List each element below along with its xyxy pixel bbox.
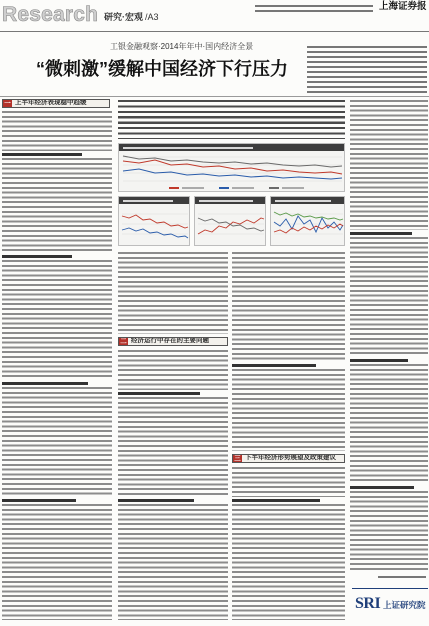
section-english-title: Research (2, 3, 99, 26)
body-text (350, 364, 428, 484)
body-text (118, 350, 228, 390)
subheading (2, 153, 82, 156)
section-heading-3 (232, 454, 345, 463)
body-text (350, 100, 428, 230)
subheading (118, 499, 194, 502)
section-title: 上半年经济表现稳中趋缓 (15, 99, 87, 107)
small-chart-1 (118, 196, 190, 246)
header-rule (0, 31, 429, 32)
body-text (118, 397, 228, 497)
subheading (350, 232, 412, 235)
series-line (122, 228, 188, 238)
subheading (2, 499, 76, 502)
body-text (118, 504, 228, 620)
body-text (232, 369, 345, 451)
series-line (198, 218, 264, 231)
article-headline: “微刺激”缓解中国经济下行压力 (36, 59, 288, 79)
chart-plot (119, 151, 345, 185)
main-trend-chart (118, 143, 345, 192)
body-text (118, 252, 228, 334)
chart-plot (119, 204, 190, 246)
chart-title-bar (119, 144, 344, 151)
body-text (2, 504, 112, 620)
article-kicker: 工银金融观察·2014年年中·国内经济全景 (110, 42, 254, 51)
series-line (274, 224, 343, 233)
series-line (122, 215, 188, 228)
chart-title-bar (271, 197, 344, 204)
section-number: 二 (120, 338, 127, 345)
subheading (350, 486, 414, 489)
section-name: 研究·宏观 (104, 12, 143, 22)
dateline (255, 5, 373, 12)
lead-paragraph (118, 100, 345, 139)
section-number: 一 (4, 100, 11, 107)
subheading (118, 392, 200, 395)
chart-title-bar (195, 197, 265, 204)
body-text (232, 252, 345, 362)
section-title: 下半年经济形势展望及政策建议 (245, 454, 336, 462)
subheading (2, 255, 72, 258)
chart-plot (195, 204, 266, 246)
section-heading-1 (2, 99, 110, 108)
series-line (274, 212, 343, 220)
institute-logo-mark: SRI (355, 595, 381, 612)
series-line (123, 169, 342, 179)
small-chart-2 (194, 196, 266, 246)
body-text (2, 260, 112, 380)
section-heading-2 (118, 337, 228, 346)
body-text (2, 387, 112, 497)
page-number: /A3 (145, 12, 159, 22)
subheading (232, 364, 316, 367)
subheading (2, 382, 88, 385)
section-number: 三 (234, 455, 241, 462)
body-text (2, 111, 112, 151)
chart-plot (271, 204, 345, 246)
institute-logo-name: 上证研究院 (383, 600, 426, 610)
body-text (2, 158, 112, 253)
logo-rule (352, 588, 428, 589)
body-text (232, 467, 345, 497)
newspaper-masthead: 上海证券报 (379, 2, 427, 12)
subheading (232, 499, 320, 502)
small-chart-3 (270, 196, 345, 246)
chart-title-bar (119, 197, 189, 204)
body-text (350, 237, 428, 357)
title-rule (0, 96, 429, 97)
body-text (232, 504, 345, 620)
editor-note (378, 576, 426, 580)
author-block (307, 46, 427, 94)
chart-legend (119, 185, 345, 192)
series-line (123, 156, 342, 167)
section-chinese-title (104, 13, 159, 22)
subheading (350, 359, 408, 362)
body-text (350, 491, 428, 571)
section-title: 经济运行中存在的主要问题 (131, 337, 209, 345)
